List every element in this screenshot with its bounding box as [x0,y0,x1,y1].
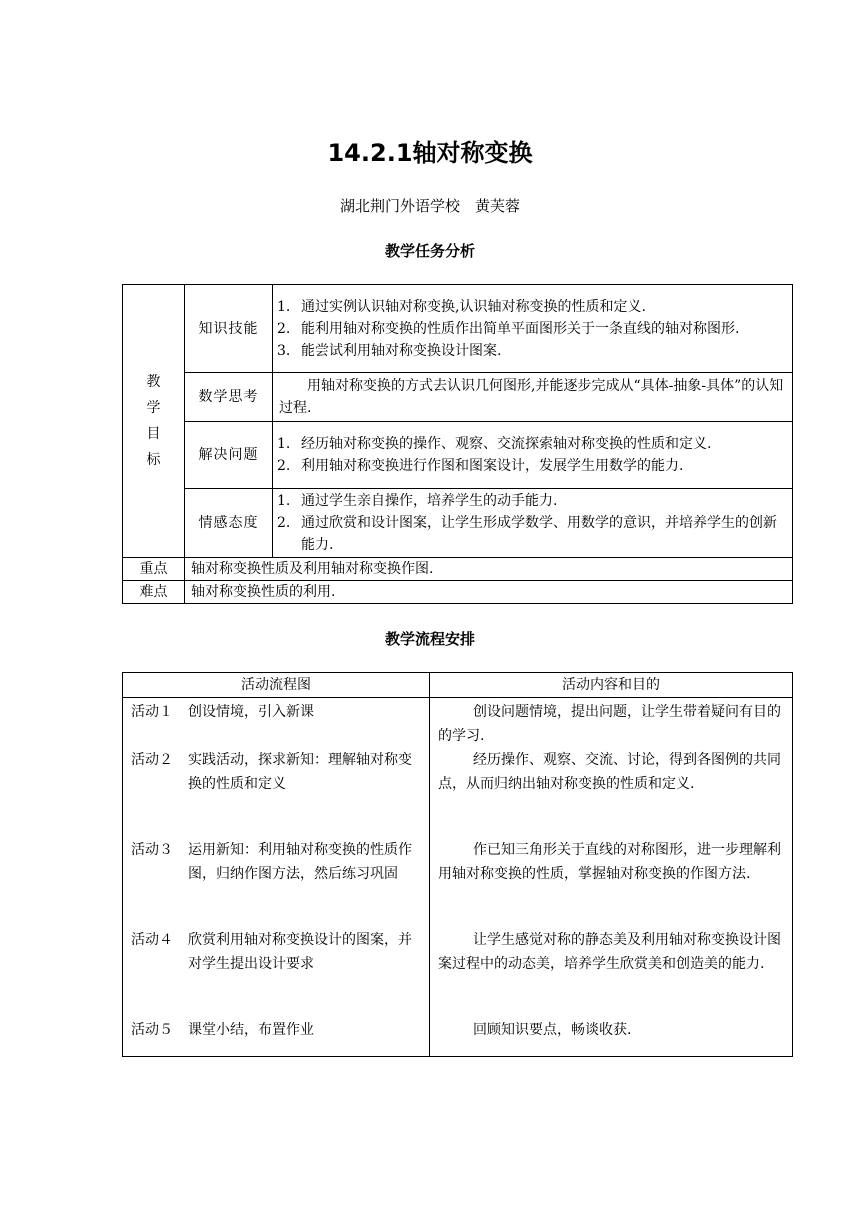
list-item: 1. 通过学生亲自操作，培养学生的动手能力. [277,493,558,509]
author-line: 湖北荆门外语学校 黄芙蓉 [339,197,520,215]
activity-2: 活动２ 实践活动，探求新知：理解轴对称变换的性质和定义 [131,752,412,792]
category-problem-solving: 解决问题 [185,422,273,489]
list-item: 3. 能尝试利用轴对称变换设计图案. [277,342,502,359]
goals-table [122,284,793,604]
activity-1-desc: 创设问题情境，提出问题，让学生带着疑问有目的的学习. [438,704,781,744]
goals-vertical-label: 教 学 目 标 [123,285,185,558]
list-item: 1. 经历轴对称变换的操作、观察、交流探索轴对称变换的性质和定义. [277,436,712,452]
category-emotion: 情感态度 [185,489,273,558]
list-item: 2. 利用轴对称变换进行作图和图案设计，发展学生用数学的能力. [277,458,684,474]
activity-3-desc: 作已知三角形关于直线的对称图形，进一步理解利用轴对称变换的性质，掌握轴对称变换的作图方法. [438,842,781,882]
key-point-label: 重点 [123,558,185,581]
knowledge-items [273,285,793,373]
activity-4: 活动４ 欣赏利用轴对称变换设计的图案，并对学生提出设计要求 [131,932,412,972]
list-item: 2. 通过欣赏和设计图案，让学生形成学数学、用数学的意识，并培养学生的创新能力. [277,515,777,553]
section-heading-task-analysis: 教学任务分析 [384,242,475,260]
page-title: 14.2.1轴对称变换 [327,139,533,167]
flow-activities-cell [123,698,430,1057]
flow-table [122,672,793,1057]
problem-items [273,422,793,489]
emotion-items [273,489,793,558]
thinking-text: 用轴对称变换的方式去认识几何图形,并能逐步完成从“具体-抽象-具体”的认知过程. [273,373,793,422]
key-point-text: 轴对称变换性质及利用轴对称变换作图. [185,558,793,581]
activity-4-desc: 让学生感觉对称的静态美及利用轴对称变换设计图案过程中的动态美，培养学生欣赏美和创造美的能力. [438,932,781,972]
activity-1: 活动１ 创设情境，引入新课 [131,704,314,720]
category-thinking: 数学思考 [185,373,273,422]
category-knowledge: 知识技能 [185,285,273,373]
activity-5: 活动５ 课堂小结，布置作业 [131,1022,314,1038]
list-item: 1. 通过实例认识轴对称变换,认识轴对称变换的性质和定义. [277,298,646,315]
flow-header-left: 活动流程图 [123,673,430,698]
list-item: 2. 能利用轴对称变换的性质作出简单平面图形关于一条直线的轴对称图形. [277,320,740,337]
flow-header-right: 活动内容和目的 [430,673,793,698]
activity-2-desc: 经历操作、观察、交流、讨论，得到各图例的共同点，从而归纳出轴对称变换的性质和定义. [438,752,781,792]
difficult-point-text: 轴对称变换性质的利用. [185,581,793,604]
flow-descriptions-cell [430,698,793,1057]
activity-3: 活动３ 运用新知：利用轴对称变换的性质作图，归纳作图方法，然后练习巩固 [131,842,412,882]
difficult-point-label: 难点 [123,581,185,604]
activity-5-desc: 回顾知识要点，畅谈收获. [473,1022,632,1038]
section-heading-flow: 教学流程安排 [384,630,475,648]
